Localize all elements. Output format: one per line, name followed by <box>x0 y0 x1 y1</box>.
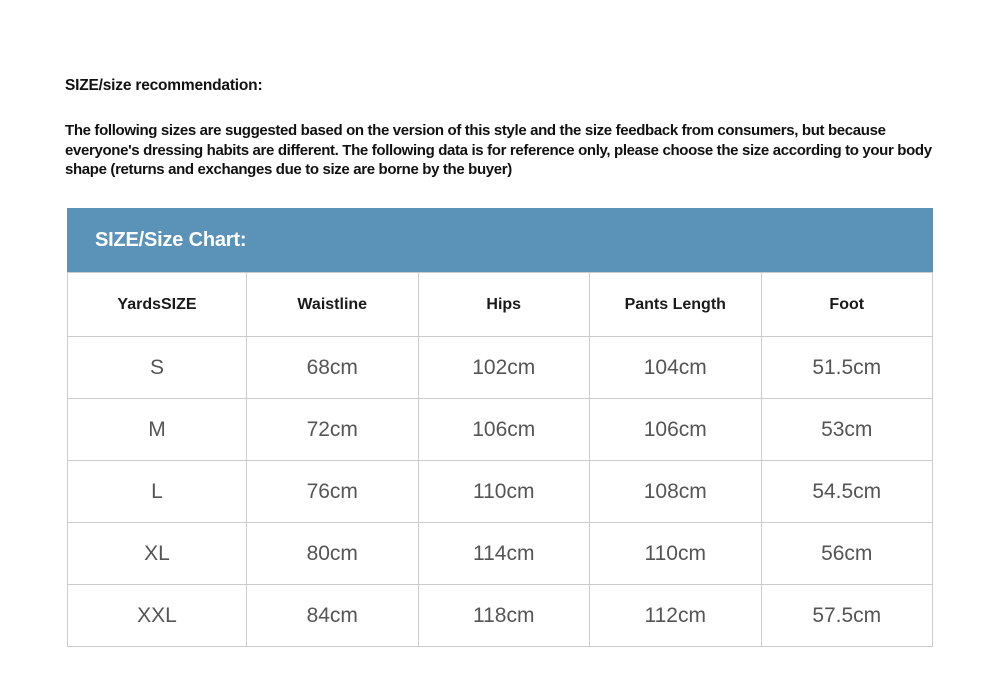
measurement-cell: 80cm <box>247 523 419 585</box>
measurement-cell: 110cm <box>590 523 762 585</box>
size-row-xl <box>68 523 933 585</box>
measurement-cell: 104cm <box>590 337 762 399</box>
measurement-cell: 51.5cm <box>761 337 933 399</box>
size-row-m <box>68 399 933 461</box>
measurement-cell: 68cm <box>247 337 419 399</box>
size-chart-banner <box>67 208 933 272</box>
size-recommendation-heading: SIZE/size recommendation: <box>65 77 263 94</box>
size-chart-table <box>67 272 933 647</box>
size-row-s <box>68 337 933 399</box>
measurement-cell: 76cm <box>247 461 419 523</box>
size-label-cell: XL <box>68 523 247 585</box>
column-header-foot: Foot <box>761 273 933 337</box>
size-chart-table-body <box>68 337 933 647</box>
size-label-cell: L <box>68 461 247 523</box>
measurement-cell: 108cm <box>590 461 762 523</box>
measurement-cell: 72cm <box>247 399 419 461</box>
size-chart-header-row <box>68 273 933 337</box>
size-label-cell: S <box>68 337 247 399</box>
measurement-cell: 106cm <box>418 399 590 461</box>
size-chart-table-head <box>68 273 933 337</box>
size-label-cell: M <box>68 399 247 461</box>
column-header-waistline: Waistline <box>247 273 419 337</box>
measurement-cell: 54.5cm <box>761 461 933 523</box>
measurement-cell: 114cm <box>418 523 590 585</box>
size-label-cell: XXL <box>68 585 247 647</box>
measurement-cell: 57.5cm <box>761 585 933 647</box>
size-row-l <box>68 461 933 523</box>
measurement-cell: 112cm <box>590 585 762 647</box>
size-recommendation-text: The following sizes are suggested based on the version of this style and the size feedback from consumers, but because everyone's dressing habits are different. The following data is for reference only, please choose the size according to your body shape (returns and exchanges due to size are borne by the buyer) <box>65 122 932 178</box>
measurement-cell: 53cm <box>761 399 933 461</box>
measurement-cell: 106cm <box>590 399 762 461</box>
measurement-cell: 84cm <box>247 585 419 647</box>
column-header-pants-length: Pants Length <box>590 273 762 337</box>
measurement-cell: 102cm <box>418 337 590 399</box>
column-header-yardssize: YardsSIZE <box>68 273 247 337</box>
measurement-cell: 118cm <box>418 585 590 647</box>
size-row-xxl <box>68 585 933 647</box>
size-chart-banner-title: SIZE/Size Chart: <box>95 228 247 251</box>
column-header-hips: Hips <box>418 273 590 337</box>
measurement-cell: 110cm <box>418 461 590 523</box>
measurement-cell: 56cm <box>761 523 933 585</box>
